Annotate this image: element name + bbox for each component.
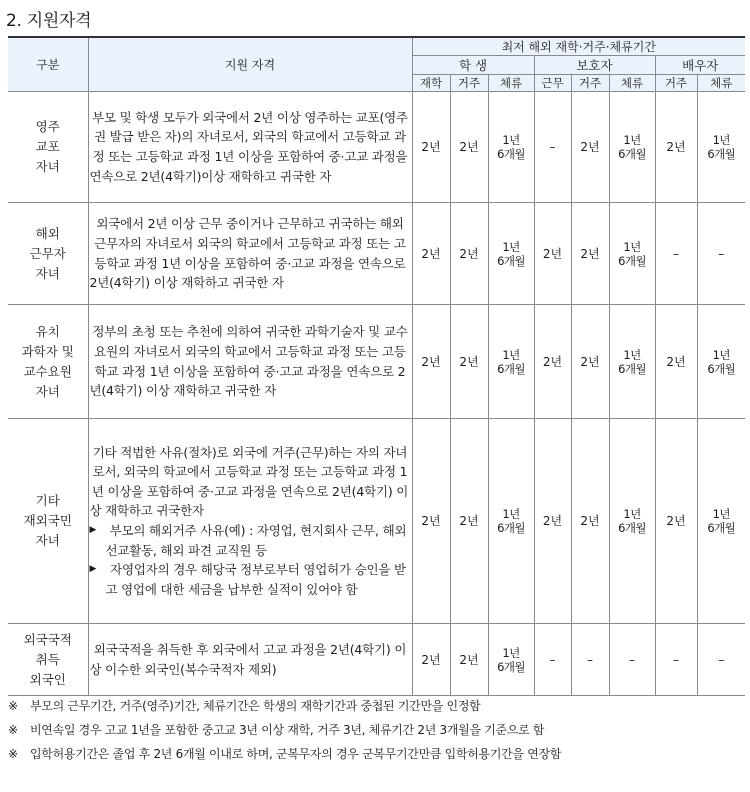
table-body [8, 92, 745, 696]
period-cell [488, 305, 534, 419]
period-cell [655, 92, 697, 203]
header-sub-cell: 근무 [534, 75, 571, 92]
period-cell [571, 305, 609, 419]
qualification-text: 정부의 초청 또는 추천에 의하여 귀국한 과학기술자 및 교수요원의 자녀로서 외국의 학교에서 고등학교 과정 또는 고등학교 과정 1년 이상을 포함하여 중·고교 과정을 연속으로 2년(4학기) 이상 재학하고 귀국한 자 [89, 324, 408, 399]
qualification-text: 외국에서 2년 이상 근무 중이거나 근무하고 귀국하는 해외 근무자의 자녀로서 외국의 학교에서 고등학교 과정 또는 고등학교 과정 1년 이상을 포함하여 중·고교 과정을 연속으로 2년(4학기) 이상 재학하고 귀국한 자 [89, 216, 406, 291]
period-cell [534, 624, 571, 696]
category-line: 과학자 및 [21, 343, 74, 359]
period-value: 2년 [421, 246, 441, 261]
period-value: 2년 [459, 514, 479, 528]
period-value: 1년 [712, 507, 730, 521]
period-value: – [718, 652, 725, 667]
period-cell [571, 624, 609, 696]
header-sub-cell: 거주 [655, 75, 697, 92]
bullet-item [90, 560, 411, 599]
header-qualification: 지원 자격 [88, 37, 412, 92]
period-cell [609, 419, 655, 624]
period-value: 2년 [666, 354, 686, 369]
period-cell [412, 419, 450, 624]
period-value: 1년 [623, 347, 641, 362]
table-row [8, 203, 745, 305]
period-cell [488, 203, 534, 305]
table-row [8, 92, 745, 203]
period-value: 6개월 [618, 361, 646, 376]
period-cell [697, 92, 745, 203]
period-cell [655, 624, 697, 696]
period-value: 2년 [666, 140, 686, 154]
header-sub-cell: 재학 [412, 75, 450, 92]
period-cell [534, 203, 571, 305]
header-min-period: 최저 해외 재학·거주·체류기간 [412, 37, 745, 56]
period-value: 2년 [542, 354, 563, 369]
category-line: 근무자 [29, 245, 66, 261]
period-value: 1년 [623, 133, 641, 147]
period-cell [609, 624, 655, 696]
note-text: 비연속일 경우 고교 1년을 포함한 중고교 3년 이상 재학, 거주 3년, 체류기간 2년 3개월을 기준으로 함 [30, 723, 545, 737]
period-value: – [549, 652, 556, 667]
period-cell [450, 203, 488, 305]
period-cell [534, 419, 571, 624]
period-cell [697, 203, 745, 305]
table-row [8, 305, 745, 419]
period-cell [609, 203, 655, 305]
category-line: 외국국적 [23, 631, 72, 647]
category-line: 교포 [35, 139, 60, 154]
table-row [8, 419, 745, 624]
period-cell [655, 203, 697, 305]
period-cell [697, 419, 745, 624]
category-cell [8, 624, 88, 696]
period-cell [609, 305, 655, 419]
period-value: – [718, 246, 725, 261]
category-cell [8, 92, 88, 203]
qualification-cell [88, 624, 412, 696]
period-value: 6개월 [497, 659, 525, 674]
period-value: 1년 [502, 347, 520, 362]
period-cell [450, 624, 488, 696]
note-item [8, 718, 561, 742]
period-cell [655, 305, 697, 419]
category-line: 자녀 [35, 383, 60, 399]
period-value: 2년 [542, 246, 563, 261]
header-sub-cell: 거주 [571, 75, 609, 92]
period-value: 1년 [502, 645, 520, 660]
header-sub-cell: 체류 [609, 75, 655, 92]
period-value: 6개월 [497, 361, 525, 376]
period-value: 1년 [623, 507, 641, 521]
period-cell [488, 92, 534, 203]
period-value: 1년 [712, 347, 730, 362]
qualification-text: 외국국적을 취득한 후 외국에서 고교 과정을 2년(4학기) 이상 이수한 외국인(복수국적자 제외) [89, 641, 407, 677]
period-value: – [629, 652, 635, 667]
period-cell [697, 305, 745, 419]
notes [8, 694, 561, 766]
period-cell [488, 624, 534, 696]
category-line: 영주 [35, 119, 60, 134]
period-value: 1년 [502, 239, 520, 254]
category-line: 외국인 [29, 671, 66, 687]
period-cell [450, 305, 488, 419]
triangle-bullet-icon: ▶ [89, 564, 97, 575]
period-cell [534, 305, 571, 419]
period-value: 6개월 [618, 147, 646, 161]
period-value: – [549, 140, 556, 154]
period-value: – [673, 246, 679, 261]
reference-mark-icon: ※ [8, 723, 18, 737]
note-text: 입학허용기간은 졸업 후 2년 6개월 이내로 하며, 군복무자의 경우 군복무기간만큼 입학허용기간을 연장함 [30, 747, 562, 761]
qualification-text: 기타 적법한 사유(절차)로 외국에 거주(근무)하는 자의 자녀로서, 외국의 학교에서 고등학교 과정 또는 고등학교 과정 1년 이상을 포함하여 중·고교 과정을 연속으로 2년(4학기) 이상 재학하고 귀국한자 [89, 444, 409, 519]
section-title: 2. 지원자격 [6, 11, 92, 31]
note-item [8, 694, 561, 718]
period-cell [412, 92, 450, 203]
bullet-text: 부모의 해외거주 사유(예) : 자영업, 현지회사 근무, 해외 선교활동, 해외 파견 교직원 등 [105, 523, 407, 558]
period-cell [450, 419, 488, 624]
period-value: 2년 [580, 246, 600, 261]
period-value: 1년 [502, 507, 520, 521]
period-value: 6개월 [618, 521, 646, 535]
period-cell [571, 203, 609, 305]
period-value: 2년 [421, 354, 441, 369]
header-sub-cell: 체류 [488, 75, 534, 92]
qualification-text: 부모 및 학생 모두가 외국에서 2년 이상 영주하는 교포(영주권 발급 받은 자)의 자녀로서, 외국의 학교에서 고등학교 과정 또는 고등학교 과정 1년 이상을 포함하여 중·고교 과정을 연속으로 2년(4학기)이상 재학하고 귀국한 자 [89, 109, 408, 184]
reference-mark-icon: ※ [8, 747, 18, 761]
period-value: 1년 [623, 239, 641, 254]
period-value: 2년 [459, 652, 479, 667]
category-line: 자녀 [35, 265, 60, 281]
period-cell [412, 305, 450, 419]
note-text: 부모의 근무기간, 거주(영주)기간, 체류기간은 학생의 재학기간과 중첩된 기간만을 인정함 [30, 699, 481, 713]
header-sub-cell: 체류 [697, 75, 745, 92]
category-cell [8, 203, 88, 305]
category-line: 자녀 [35, 533, 60, 548]
period-value: 6개월 [707, 147, 736, 161]
period-cell [534, 92, 571, 203]
period-value: 2년 [580, 354, 600, 369]
period-cell [655, 419, 697, 624]
period-value: 6개월 [497, 147, 525, 161]
period-value: 6개월 [707, 361, 736, 376]
category-line: 해외 [35, 225, 60, 241]
reference-mark-icon: ※ [8, 699, 18, 713]
period-cell [571, 419, 609, 624]
header-category: 구분 [8, 37, 88, 92]
qualification-table [8, 36, 745, 696]
period-value: 2년 [580, 514, 600, 528]
bullet-text: 자영업자의 경우 해당국 정부로부터 영업허가 승인을 받고 영업에 대한 세금을 납부한 실적이 있어야 함 [105, 562, 406, 597]
period-value: 2년 [459, 354, 479, 369]
qualification-cell [88, 305, 412, 419]
bullet-item [90, 521, 411, 560]
triangle-bullet-icon: ▶ [89, 525, 97, 535]
period-value: – [587, 652, 593, 667]
header-sub-cell: 거주 [450, 75, 488, 92]
period-cell [412, 624, 450, 696]
period-cell [571, 92, 609, 203]
period-value: 2년 [421, 514, 441, 528]
period-cell [450, 92, 488, 203]
period-value: 2년 [459, 140, 479, 154]
qualification-cell [88, 419, 412, 624]
period-value: 1년 [502, 133, 520, 147]
category-line: 취득 [35, 651, 60, 667]
period-value: 6개월 [707, 521, 736, 535]
period-value: 2년 [580, 140, 600, 154]
period-cell [412, 203, 450, 305]
note-item [8, 742, 561, 766]
qualification-cell [88, 203, 412, 305]
period-value: 6개월 [497, 253, 525, 268]
period-value: 1년 [712, 133, 730, 147]
category-line: 재외국민 [23, 513, 72, 528]
period-value: 2년 [542, 514, 563, 528]
header-group-student: 학 생 [412, 56, 534, 75]
category-line: 자녀 [35, 159, 60, 174]
period-value: 2년 [421, 652, 441, 667]
period-cell [488, 419, 534, 624]
category-cell [8, 305, 88, 419]
qualification-cell [88, 92, 412, 203]
period-value: – [673, 652, 679, 667]
period-cell [697, 624, 745, 696]
period-value: 2년 [666, 514, 686, 528]
period-value: 2년 [421, 140, 441, 154]
category-line: 교수요원 [23, 363, 72, 379]
period-value: 2년 [459, 246, 479, 261]
table-row [8, 624, 745, 696]
period-value: 6개월 [618, 253, 646, 268]
period-value: 6개월 [497, 521, 525, 535]
category-cell [8, 419, 88, 624]
header-group-guardian: 보호자 [534, 56, 655, 75]
category-line: 기타 [35, 493, 60, 508]
header-group-spouse: 배우자 [655, 56, 745, 75]
category-line: 유치 [35, 323, 60, 339]
period-cell [609, 92, 655, 203]
